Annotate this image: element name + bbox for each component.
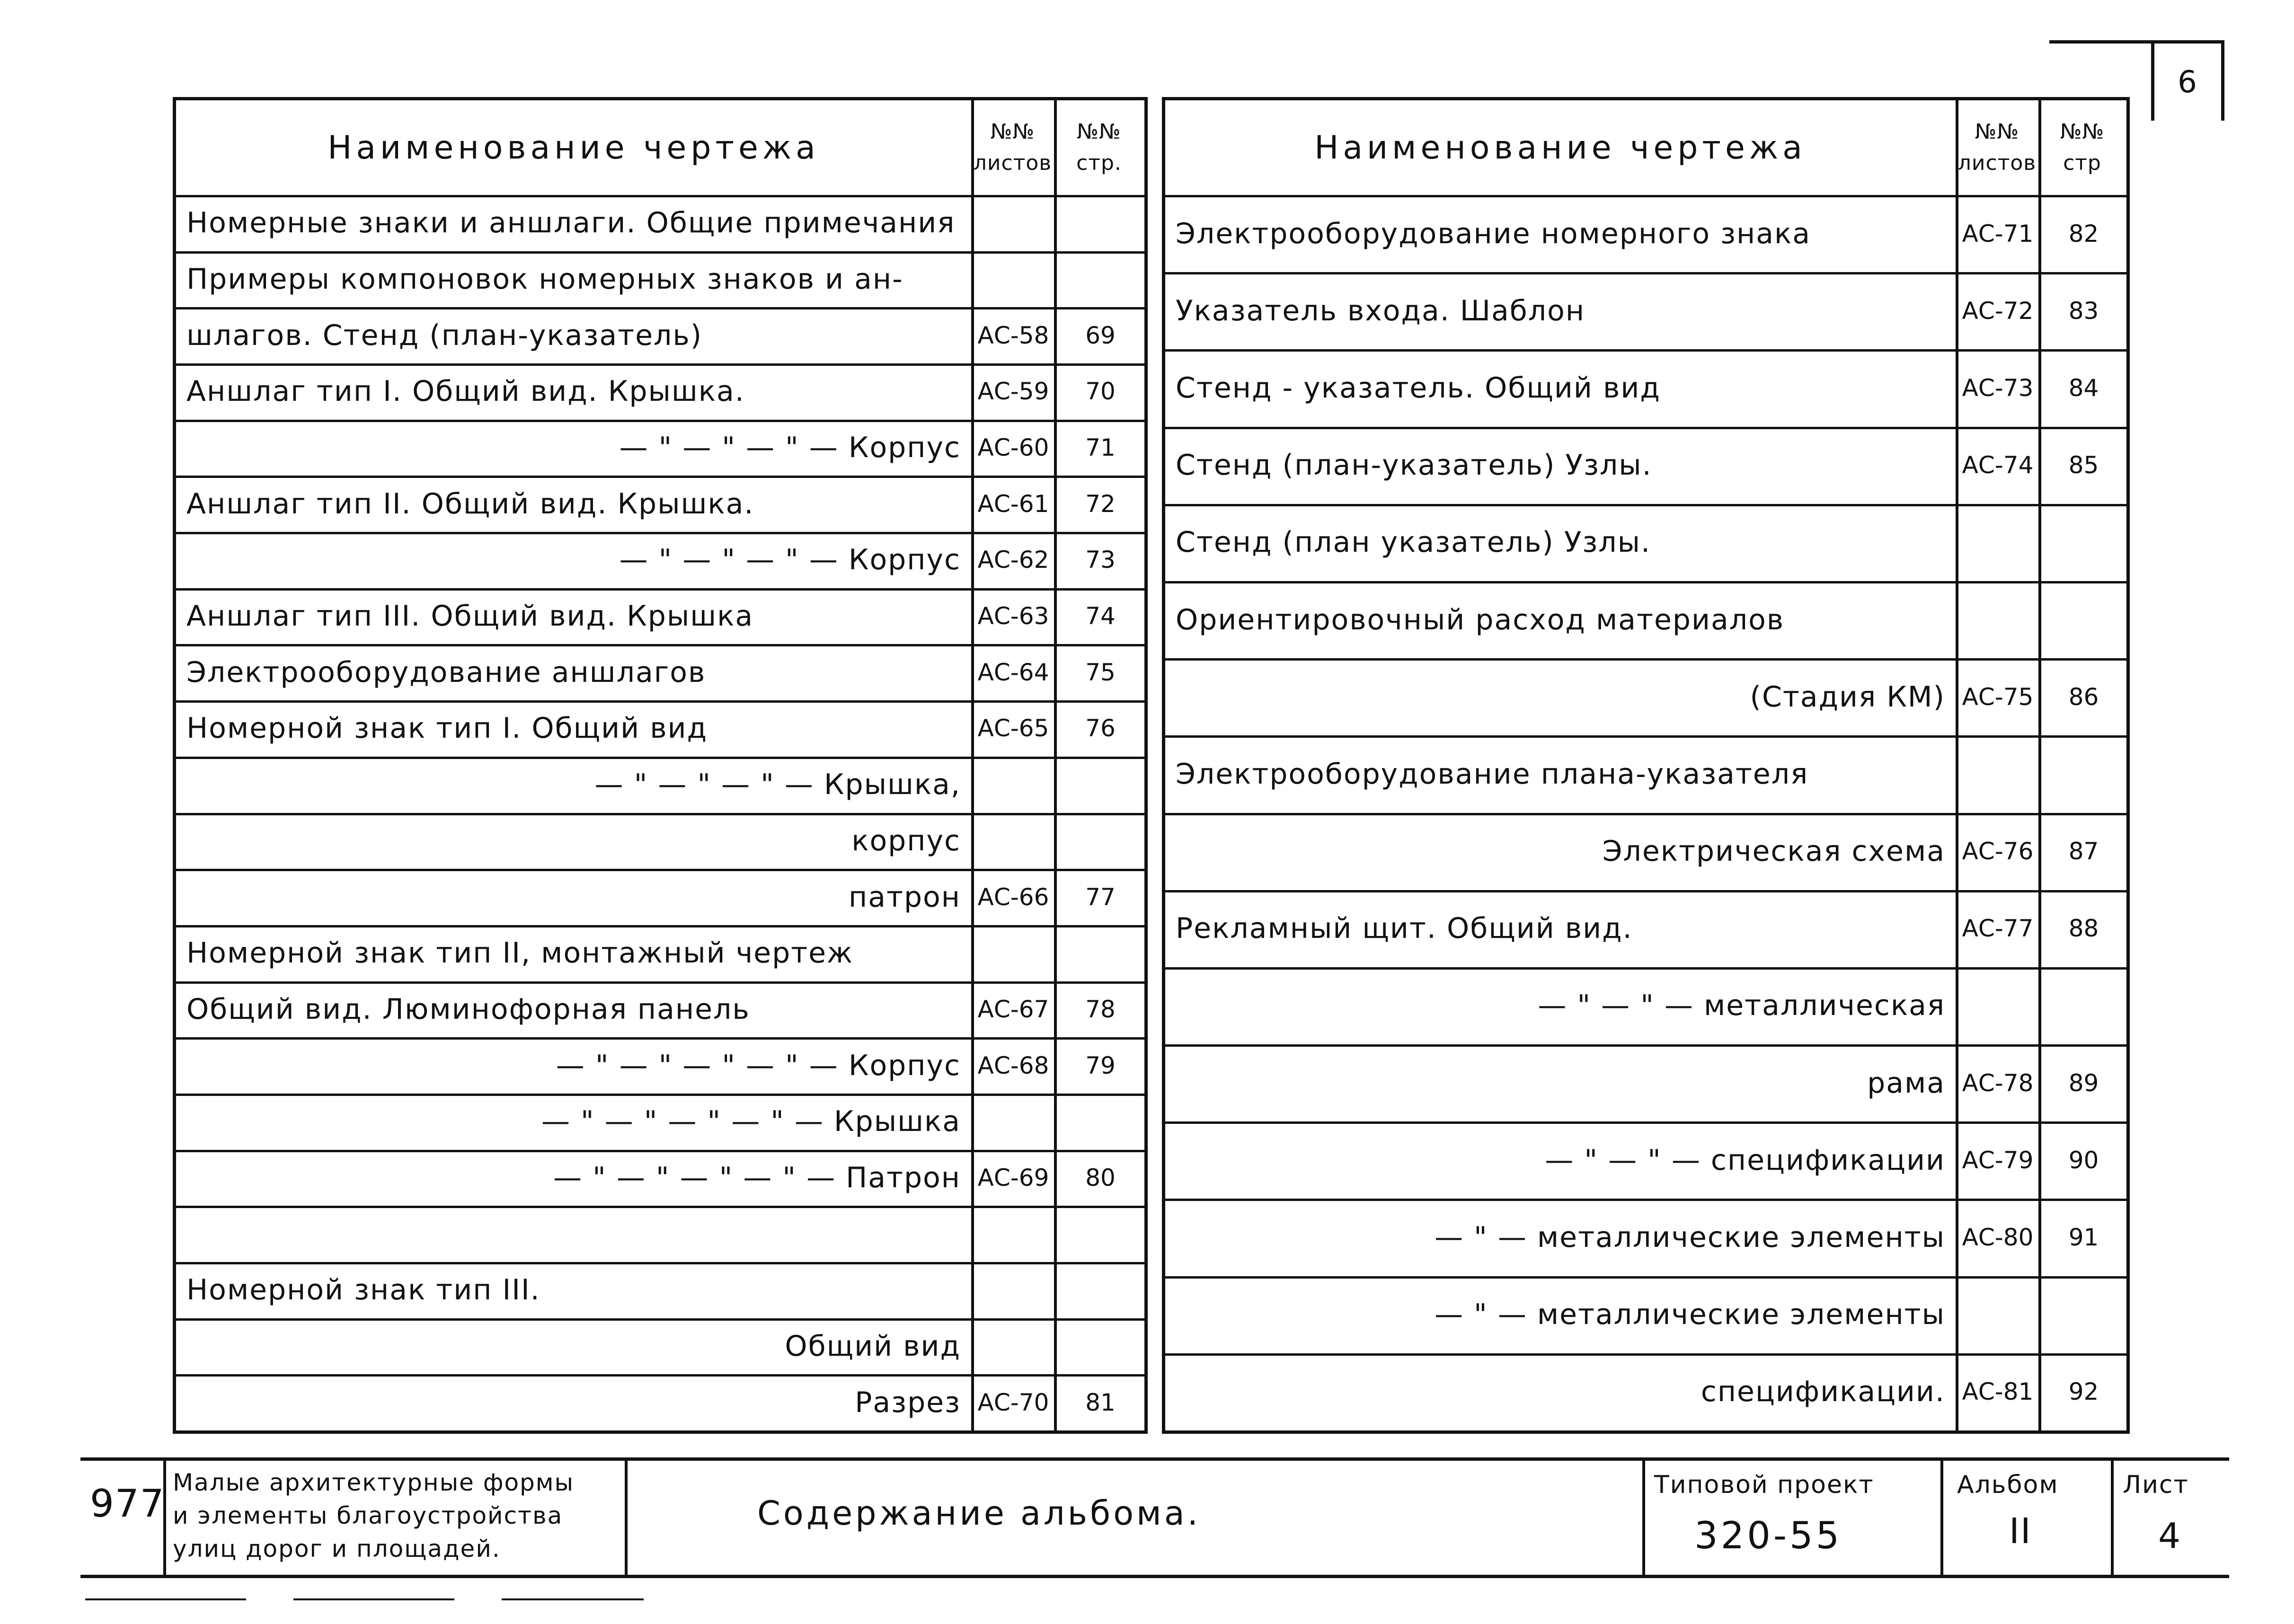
left-contents-table <box>173 97 1148 1434</box>
project-label: Типовой проект <box>1654 1471 1874 1499</box>
sheet-number-cell: АС-80 <box>1962 1224 2034 1252</box>
right-contents-table <box>1162 97 2130 1434</box>
page-number-cell <box>1055 1262 1145 1318</box>
drawing-name-cell: — " — " — " — " — Крышка <box>541 1105 961 1139</box>
drawing-name-cell: рама <box>1867 1066 1945 1100</box>
sheet-number-cell <box>973 925 1054 981</box>
frame-fragment-line <box>502 1598 644 1600</box>
sheet-number-cell <box>973 813 1054 869</box>
drawing-name-cell: Ориентировочный расход материалов <box>1176 603 1785 636</box>
drawing-name-cell: — " — металлические элементы <box>1435 1298 1945 1332</box>
table-row <box>1165 735 2126 812</box>
table-row <box>1165 890 2126 967</box>
page-number-cell: 71 <box>1085 434 1116 462</box>
drawing-name-cell: Общий вид. Люминофорная панель <box>186 992 750 1026</box>
page-number-cell: 70 <box>1085 378 1116 406</box>
sheet-number-cell: АС-76 <box>1962 838 2034 865</box>
drawing-name-cell: — " — " — металлическая <box>1538 989 1945 1023</box>
drawing-name-cell: — " — " — " — Корпус <box>619 431 961 465</box>
album-label: Альбом <box>1957 1471 2059 1499</box>
page-number-cell: 82 <box>2068 220 2099 247</box>
page-number-cell <box>2040 581 2127 658</box>
sheet-number-cell: АС-74 <box>1962 451 2034 479</box>
table-row <box>1165 272 2126 349</box>
drawing-name-cell: Электрическая схема <box>1602 835 1945 868</box>
title-block-bottom-line <box>80 1575 2229 1578</box>
page-number-cell: 75 <box>1085 658 1116 686</box>
page-number-cell <box>2040 1276 2127 1353</box>
table-row <box>176 363 1144 420</box>
table-row <box>176 757 1144 813</box>
table-row <box>1165 1353 2126 1430</box>
page-number-cell <box>2040 967 2127 1044</box>
page-number-cell: 83 <box>2068 297 2099 325</box>
sheet-number-cell: АС-79 <box>1962 1146 2034 1174</box>
sheet-number-cell: АС-68 <box>977 1051 1049 1079</box>
table-row <box>1165 1044 2126 1121</box>
drawing-name-cell: — " — " — " — " — Корпус <box>556 1049 961 1082</box>
sheet-number-cell <box>973 1262 1054 1318</box>
page-number-cell: 73 <box>1085 546 1116 574</box>
table-row <box>176 813 1144 869</box>
page-number-cell <box>2040 735 2127 812</box>
drawing-name-cell <box>176 1206 971 1262</box>
sheet-number-cell <box>1957 967 2038 1044</box>
drawing-name-cell: Электрооборудование номерного знака <box>1176 217 1811 250</box>
drawing-name-cell: спецификации. <box>1701 1375 1945 1409</box>
table-row <box>176 307 1144 363</box>
table-row <box>176 532 1144 588</box>
frame-fragment-line <box>293 1598 454 1600</box>
page-number-cell: 69 <box>1085 321 1116 349</box>
table-row <box>176 925 1144 981</box>
table-row <box>176 476 1144 532</box>
sheet-number-cell <box>1957 1276 2038 1353</box>
table-row <box>176 700 1144 757</box>
page-number-cell: 91 <box>2068 1224 2099 1252</box>
sheet-number: 4 <box>2158 1516 2182 1556</box>
drawing-name-cell: Общий вид <box>785 1329 961 1363</box>
org-line-1: Малые архитектурные формы <box>173 1469 574 1496</box>
page-number-cell: 88 <box>2068 915 2099 943</box>
drawing-name-cell: — " — " — спецификации <box>1545 1143 1945 1177</box>
drawing-name-cell: — " — металлические элементы <box>1435 1221 1945 1254</box>
drawing-name-cell: Номерной знак тип I. Общий вид <box>186 712 708 745</box>
table-row <box>1165 1199 2126 1276</box>
sheet-number-cell: АС-73 <box>1962 374 2034 402</box>
drawing-name-cell: — " — " — " — Крышка, <box>594 768 961 802</box>
drawing-name-cell: Номерные знаки и аншлаги. Общие примечания <box>186 206 956 240</box>
sheet-number-cell: АС-58 <box>977 321 1049 349</box>
table-row <box>176 644 1144 700</box>
table-row <box>176 1094 1144 1150</box>
drawing-name-cell: Электрооборудование аншлагов <box>186 655 706 689</box>
drawing-name-cell: корпус <box>851 824 961 857</box>
table-row <box>1165 504 2126 581</box>
table-row <box>1165 581 2126 658</box>
drawing-name-cell: Аншлаг тип III. Общий вид. Крышка <box>186 600 754 633</box>
sheet-label: Лист <box>2123 1471 2189 1499</box>
drawing-name-cell: патрон <box>849 880 961 914</box>
drawing-name-cell: Стенд (план указатель) Узлы. <box>1176 526 1651 559</box>
sheet-number-cell <box>973 1206 1054 1262</box>
page-number-cell <box>1055 251 1145 308</box>
drawing-name-cell: (Стадия КМ) <box>1750 680 1945 714</box>
sheet-number-cell: АС-78 <box>1962 1069 2034 1097</box>
table-row <box>176 1206 1144 1262</box>
sheet-number-cell: АС-63 <box>977 602 1049 630</box>
table-row <box>176 1374 1144 1430</box>
side-number: 977 <box>90 1482 165 1526</box>
page-number-cell <box>1055 1206 1145 1262</box>
corner-sheet-number: 6 <box>2151 40 2224 121</box>
sheet-number-cell <box>973 251 1054 308</box>
right-header-sheets: №№ листов <box>1957 120 2037 175</box>
table-row <box>176 1150 1144 1206</box>
corner-frame-line <box>2049 40 2153 44</box>
sheet-number-cell <box>1957 581 2038 658</box>
table-row <box>176 981 1144 1038</box>
drawing-name-cell: шлагов. Стенд (план-указатель) <box>186 318 703 352</box>
title-block <box>80 1457 2229 1578</box>
table-row <box>176 195 1144 251</box>
sheet-number-cell <box>973 1094 1054 1150</box>
sheet-number-cell: АС-62 <box>977 546 1049 574</box>
document-title: Содержание альбома. <box>757 1494 1201 1533</box>
title-block-top-line <box>80 1457 2229 1461</box>
sheet-number-cell: АС-59 <box>977 378 1049 406</box>
table-row <box>176 1262 1144 1318</box>
drawing-name-cell: — " — " — " — Корпус <box>619 543 961 577</box>
sheet-number-cell <box>1957 735 2038 812</box>
table-row <box>1165 1121 2126 1199</box>
page-number-cell: 84 <box>2068 374 2099 402</box>
sheet-number-cell: АС-64 <box>977 658 1049 686</box>
left-header-name: Наименование чертежа <box>328 129 820 167</box>
table-row <box>1165 813 2126 890</box>
drawing-name-cell: Разрез <box>855 1386 961 1419</box>
project-number: 320-55 <box>1694 1515 1842 1557</box>
page-number-cell: 72 <box>1085 490 1116 518</box>
page-number-cell: 76 <box>1085 715 1116 742</box>
table-row <box>176 1037 1144 1094</box>
drawing-name-cell: Стенд (план-указатель) Узлы. <box>1176 449 1652 482</box>
sheet-number-cell: АС-61 <box>977 490 1049 518</box>
drawing-name-cell: Примеры компоновок номерных знаков и ан- <box>186 263 903 296</box>
page-number-cell: 78 <box>1085 995 1116 1023</box>
sheet-number-cell: АС-71 <box>1962 220 2034 247</box>
page-number-cell: 79 <box>1085 1051 1116 1079</box>
page-number-cell: 74 <box>1085 602 1116 630</box>
table-row <box>1165 967 2126 1044</box>
sheet-number-cell: АС-70 <box>977 1388 1049 1416</box>
sheet-number-cell: АС-60 <box>977 434 1049 462</box>
page-number-cell: 81 <box>1085 1388 1116 1416</box>
org-line-3: улиц дорог и площадей. <box>173 1535 501 1562</box>
page-number-cell: 77 <box>1085 883 1116 911</box>
drawing-name-cell: Аншлаг тип I. Общий вид. Крышка. <box>186 375 745 408</box>
left-header-pages: №№ стр. <box>1076 120 1122 175</box>
org-line-2: и элементы благоустройства <box>173 1502 563 1529</box>
sheet-number-cell: АС-72 <box>1962 297 2034 325</box>
sheet-number-cell <box>973 757 1054 813</box>
table-row <box>176 420 1144 476</box>
drawing-name-cell: Номерной знак тип III. <box>186 1273 540 1307</box>
page-number-cell: 87 <box>2068 838 2099 865</box>
sheet-number-cell: АС-75 <box>1962 683 2034 711</box>
table-row <box>1165 427 2126 504</box>
table-row <box>1165 349 2126 426</box>
drawing-name-cell: Рекламный щит. Общий вид. <box>1176 912 1633 945</box>
table-row <box>176 1318 1144 1375</box>
page-number-cell <box>1055 1094 1145 1150</box>
page-number-cell: 86 <box>2068 683 2099 711</box>
sheet-number-cell: АС-81 <box>1962 1378 2034 1406</box>
table-row <box>1165 195 2126 272</box>
page-number-cell: 85 <box>2068 451 2099 479</box>
sheet-number-cell: АС-65 <box>977 715 1049 742</box>
page-number-cell: 89 <box>2068 1069 2099 1097</box>
drawing-name-cell: Номерной знак тип II, монтажный чертеж <box>186 936 854 970</box>
title-block-divider-5 <box>2111 1457 2114 1578</box>
title-block-divider-3 <box>1642 1457 1645 1578</box>
sheet-number-cell <box>973 195 1054 251</box>
drawing-name-cell: Стенд - указатель. Общий вид <box>1176 371 1661 405</box>
page-number-cell <box>1055 195 1145 251</box>
page-number-cell: 90 <box>2068 1146 2099 1174</box>
page-number-cell <box>2040 504 2127 581</box>
page-number-cell <box>1055 1318 1145 1375</box>
sheet-number-cell <box>973 1318 1054 1375</box>
title-block-divider-4 <box>1940 1457 1943 1578</box>
drawing-name-cell: — " — " — " — " — Патрон <box>553 1161 961 1194</box>
table-row <box>1165 1276 2126 1353</box>
table-row <box>176 588 1144 644</box>
page-number-cell <box>1055 813 1145 869</box>
drawing-name-cell: Электрооборудование плана-указателя <box>1176 757 1809 791</box>
sheet-number-cell <box>1957 504 2038 581</box>
sheet-number-cell: АС-69 <box>977 1164 1049 1192</box>
right-header-pages: №№ стр <box>2060 120 2105 175</box>
sheet-number-cell: АС-66 <box>977 883 1049 911</box>
page-number-cell <box>1055 757 1145 813</box>
frame-fragment-line <box>85 1598 246 1600</box>
right-header-name: Наименование чертежа <box>1314 129 1807 167</box>
drawing-name-cell: Аншлаг тип II. Общий вид. Крышка. <box>186 487 754 521</box>
drawing-name-cell: Указатель входа. Шаблон <box>1176 294 1585 327</box>
title-block-divider-2 <box>625 1457 628 1578</box>
sheet-number-cell: АС-67 <box>977 995 1049 1023</box>
table-row <box>1165 658 2126 735</box>
page-number-cell <box>1055 925 1145 981</box>
left-header-sheets: №№ листов <box>973 120 1052 175</box>
sheet-number-cell: АС-77 <box>1962 915 2034 943</box>
table-row <box>176 251 1144 308</box>
page-number-cell: 92 <box>2068 1378 2099 1406</box>
table-row <box>176 869 1144 925</box>
page-number-cell: 80 <box>1085 1164 1116 1192</box>
album-number: II <box>2009 1511 2032 1552</box>
